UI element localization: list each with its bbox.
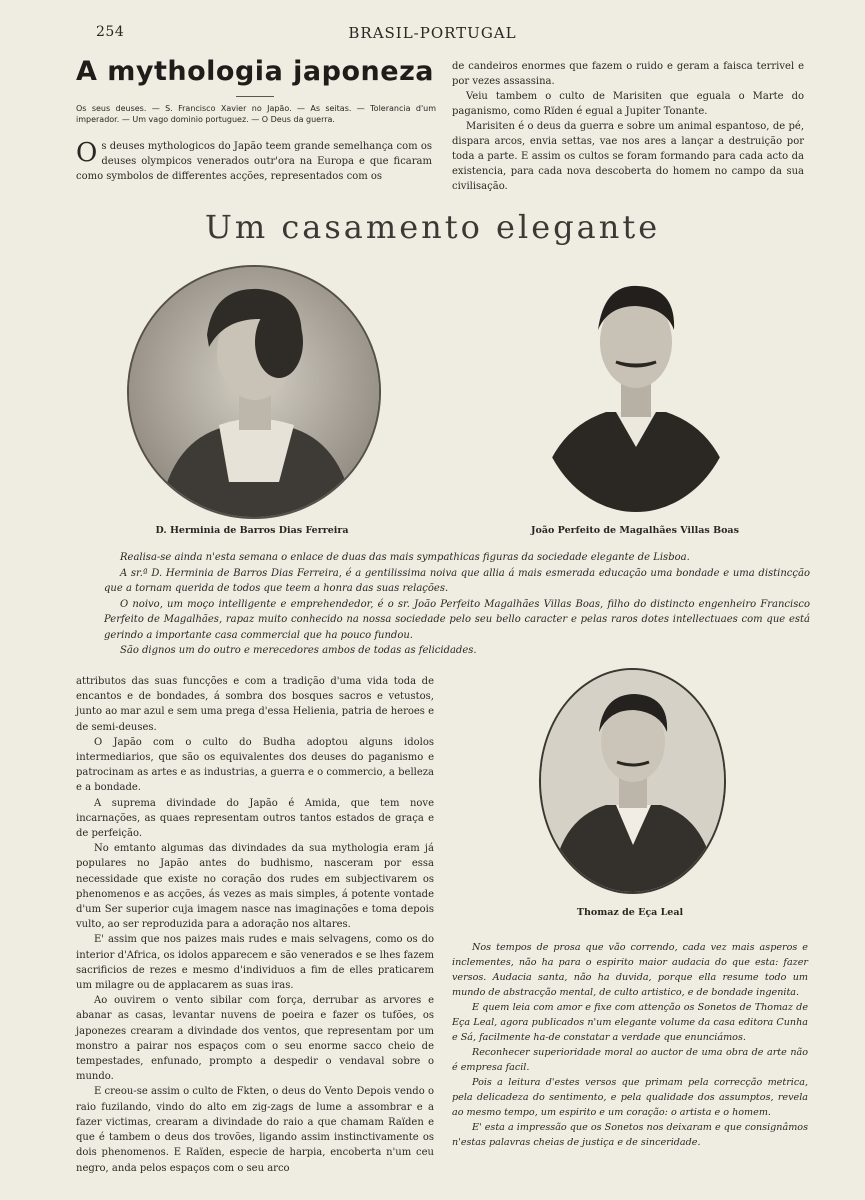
poet-portrait <box>539 668 726 894</box>
article-intro <box>76 139 432 184</box>
groom-caption: João Perfeito de Magalhães Villas Boas <box>531 525 739 536</box>
paragraph: Pois a leitura d'estes versos que primam pela correcção metrica, pela delicadeza do sentimento, e pela qualidade dos assumptos, revela ao mesmo tempo, um espirito e um coração: o artista e o homem. <box>452 1077 808 1118</box>
wedding-text <box>104 550 810 659</box>
paragraph: São dignos um do outro e merecedores ambos de todas as felicidades. <box>120 645 477 656</box>
paragraph: Ao ouvirem o vento sibilar com força, derrubar as arvores e abanar as casas, levantar nuvens de poeira e fazer os tufões, os japonezes crearam a divindade dos ventos, que representam por um monstro a pairar nos espaços com o seu enorme sacco cheio de tempestades, enfunado, prompto a despedir o vendaval sobre o mundo. <box>76 995 434 1083</box>
title-divider <box>236 96 274 97</box>
paragraph: Reconhecer superioridade moral ao auctor de uma obra de arte não é empresa facil. <box>452 1047 808 1073</box>
drop-cap: O <box>76 138 98 168</box>
paragraph: E' esta a impressão que os Sonetos nos deixaram e que consignâmos n'estas palavras cheias de justiça e de sinceridade. <box>452 1122 808 1148</box>
bride-photo-illustration <box>129 267 379 517</box>
intro-text: s deuses mythologicos do Japão teem grande semelhança com os deuses olympicos venerados outr'ora na Europa e que ficaram como symbolos de differentes acções, representados com os <box>76 141 432 182</box>
journal-title: BRASIL-PORTUGAL <box>348 24 517 42</box>
sonnets-review <box>452 940 808 1150</box>
article-right-column <box>452 59 804 194</box>
page-number: 254 <box>96 24 125 40</box>
article-summary: Os seus deuses. — S. Francisco Xavier no Japão. — As seitas. — Tolerancia d'um imperador. — Um vago dominio portuguez. — O Deus da guerra. <box>76 104 436 124</box>
paragraph: O Japão com o culto do Budha adoptou alguns idolos intermediarios, que são os equivalentes dos deuses do paganismo e patrocinam as artes e as industrias, a guerra e o commercio, a belleza e a bondade. <box>76 736 434 794</box>
paragraph: attributos das suas funcções e com a tradição d'uma vida toda de encantos e de bondades, á sombra dos bosques sacros e vetustos, junto ao mar azul e sem uma prega d'essa Helienia, patria de heroes e de semi-deuses. <box>76 676 435 733</box>
section-title: Um casamento elegante <box>204 208 661 246</box>
article-continuation <box>76 674 434 1176</box>
bride-portrait <box>127 265 381 519</box>
paragraph: de candeiros enormes que fazem o ruido e geram a faisca terrivel e por vezes assassina. <box>452 61 804 87</box>
paragraph: E' assim que nos paizes mais rudes e mais selvagens, como os do interior d'Africa, os idolos apparecem e são venerados e se lhes fazem sacrificios de rezes e mesmo d'individuos a fim de elles praticarem um milagre ou de applacarem as suas iras. <box>76 934 434 992</box>
paragraph: O noivo, um moço intelligente e emprehendedor, é o sr. João Perfeito Magalhães Villas Boas, filho do distincto engenheiro Francisco Perfeito de Magalhães, rapaz muito conhecido na nossa sociedade pelo seu bello caracter e pelas raros dotes intellectuaes com que está gerindo a importante casa commercial que ha pouco fundou. <box>104 598 810 641</box>
paragraph: Veiu tambem o culto de Marisiten que eguala o Marte do paganismo, como Rïden é egual a Jupiter Tonante. <box>452 91 804 117</box>
paragraph: E quem leia com amor e fixe com attenção os Sonetos de Thomaz de Eça Leal, agora publicados n'um elegante volume da casa editora Cunha e Sá, facilmente ha-de constatar a verdade que enunciámos. <box>452 1002 808 1043</box>
paragraph: E creou-se assim o culto de Fkten, o deus do Vento Depois vendo o raio fuzilando, vindo do alto em zig-zags de lume a assombrar e a fazer victimas, crearam a divindade do raio a que chamam Raïden e que é tambem o deus dos trovões, ligando assim instinctivamente os dois phenomenos. E Raïden, especie de harpia, encoberta n'um ceu negro, anda pelos espaços com o seu arco <box>76 1086 434 1174</box>
paragraph: Marisiten é o deus da guerra e sobre um animal espantoso, de pé, dispara arcos, envia settas, vae nos ares a lançar a destruição por toda a parte. E assim os cultos se foram formando para cada acto da existencia, para cada nova descoberta do homem no campo da sua civilisação. <box>452 121 804 192</box>
paragraph: A suprema divindade do Japão é Amida, que tem nove incarnações, as quaes representam outros tantos estados de graça e de perfeição. <box>76 797 434 840</box>
poet-caption: Thomaz de Eça Leal <box>576 907 684 918</box>
poet-photo-illustration <box>541 670 724 892</box>
paragraph: Realisa-se ainda n'esta semana o enlace de duas das mais sympathicas figuras da sociedade elegante de Lisboa. <box>120 552 690 563</box>
paragraph: No emtanto algumas das divindades da sua mythologia eram já populares no Japão antes do budhismo, nasceram por essa necessidade que existe no coração dos rudes em subjectivarem os phenomenos e as acções, ás vezes as mais simples, á potente vontade d'um Ser superior cuja imagem nasce nas imaginações e toma depois vulto, ao ser reproduzida para a adoração nos altares. <box>76 843 434 931</box>
groom-photo-illustration <box>536 272 736 512</box>
paragraph: Nos tempos de prosa que vão correndo, cada vez mais asperos e inclementes, não ha para o espirito maior audacia do que esta: fazer versos. Audacia santa, não ha duvida, porque ella resume todo um mundo de abstracção mental, de culto artistico, e de bondade ingenita. <box>452 942 808 998</box>
bride-caption: D. Herminia de Barros Dias Ferreira <box>155 525 349 536</box>
groom-portrait <box>536 272 736 512</box>
paragraph: A sr.ª D. Herminia de Barros Dias Ferreira, é a gentilissima noiva que allia á mais esmerada educação uma bondade e uma distincção que a tornam querida de todos que teem a honra das suas relações. <box>104 567 810 594</box>
article-title: A mythologia japoneza <box>75 56 435 87</box>
